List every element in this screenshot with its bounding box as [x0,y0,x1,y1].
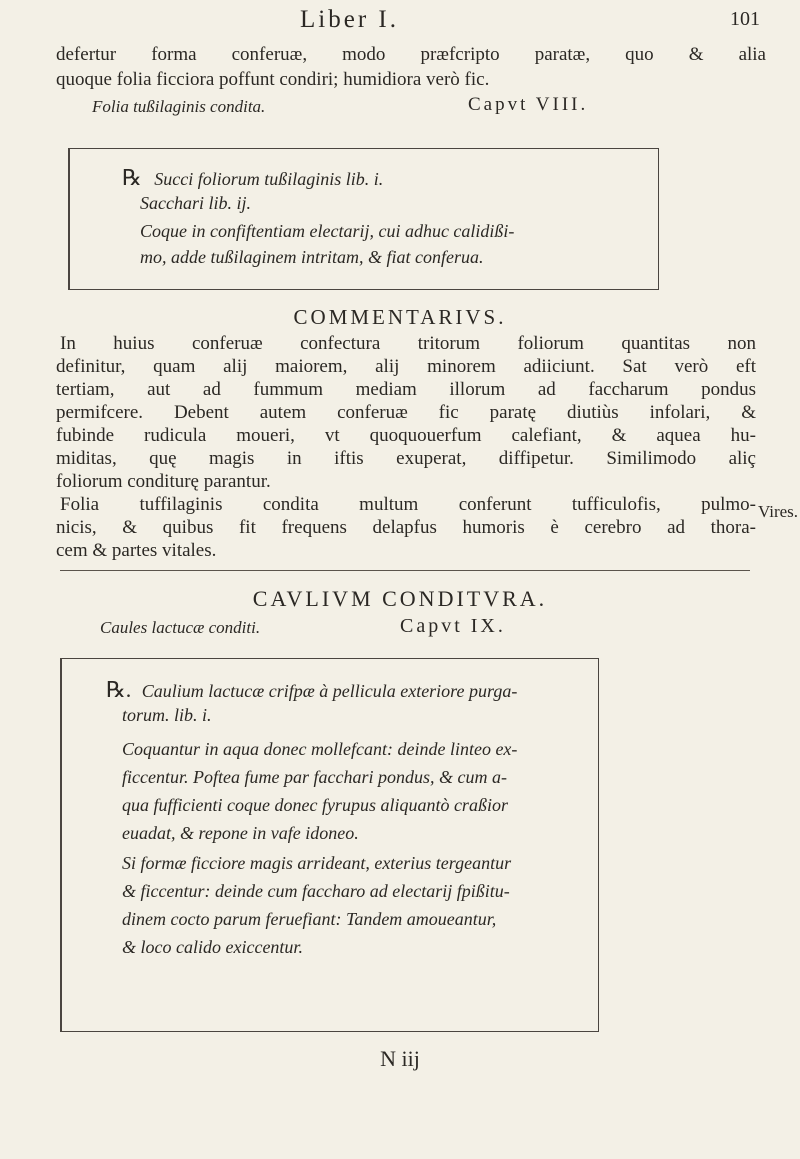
recipe-1-line-2: Sacchari lib. ij. [140,193,251,213]
section-2-subtitle: Caules lactucæ conditi. [100,618,261,637]
recipe-2-symbol: ℞. [106,677,132,702]
recipe-2-line-3: Coquantur in aqua donec mollefcant: deinde linteo ex- [122,739,518,759]
recipe-2-line-7: Si formæ ficciore magis arrideant, exterius tergeantur [122,853,512,873]
commentary-line-10: cem & partes vitales. [56,540,217,561]
commentary-line-8: Folia tuffilaginis condita multum conferunt tufficulofis, pulmo- [60,494,756,515]
recipe-box-1 [68,148,659,290]
commentary-heading: COMMENTARIVS. [293,305,507,329]
margin-note: Vires. [758,502,799,521]
running-head [0,6,800,36]
section-2-chapter: Capvt IX. [400,615,506,637]
section-rule [60,570,750,571]
commentary-line-5: fubinde rudicula moueri, vt quoquouerfum calefiant, & aquea hu- [56,425,756,446]
recipe-2-line-2: torum. lib. i. [122,705,212,725]
commentary-line-6: miditas, quę magis in iftis exuperat, diffipetur. Similimodo aliç [56,448,756,469]
recipe-1-line-4: mo, adde tußilaginem intritam, & fiat conferua. [140,247,484,267]
recipe-2-line-4: ficcentur. Poftea fume par facchari pondus, & cum a- [122,767,507,787]
recipe-2-line-6: euadat, & repone in vafe idoneo. [122,823,359,843]
intro-line-2: quoque folia ficciora poffunt condiri; humidiora verò fic. [56,69,490,90]
chapter-number: Capvt VIII. [468,94,589,115]
commentary-line-7: foliorum conditurę parantur. [56,471,271,492]
recipe-box-2 [60,658,599,1032]
recipe-2-line-10: & loco calido exiccentur. [122,937,303,957]
commentary-line-2: definitur, quam alij maiorem, alij minorem adiiciunt. Sat verò eft [56,356,756,377]
recipe-1-text-1: Succi foliorum tußilaginis lib. i. [154,169,384,189]
recipe-2-line-1 [106,677,517,703]
commentary-line-3: tertiam, aut ad fummum mediam illorum ad faccharum pondus [56,379,756,400]
intro-line-1: defertur forma conferuæ, modo præfcripto paratæ, quo & alia [56,44,766,65]
commentary-line-9: nicis, & quibus fit frequens delapfus humoris è cerebro ad thora- [56,517,756,538]
recipe-1-line-1 [122,165,383,191]
page-number: 101 [730,8,760,30]
recipe-2-line-5: qua fufficienti coque donec fyrupus aliquantò craßior [122,795,508,815]
recipe-1-line-3: Coque in confiftentiam electarij, cui adhuc calidißi- [140,221,515,241]
recipe-2-text-1: Caulium lactucæ crifpæ à pellicula exteriore purga- [141,681,518,701]
section-2-heading: CAVLIVM CONDITVRA. [252,586,548,611]
commentary-line-1: In huius conferuæ confectura tritorum foliorum quantitas non [60,333,756,354]
running-title: Liber I. [300,6,399,33]
chapter-subtitle: Folia tußilaginis condita. [92,97,266,116]
signature-mark: N iij [380,1046,420,1071]
recipe-symbol: ℞ [122,165,142,190]
commentary-line-4: permifcere. Debent autem conferuæ fic paratę diutiùs infolari, & [56,402,756,423]
recipe-2-line-9: dinem cocto parum feruefiant: Tandem amoueantur, [122,909,497,929]
recipe-2-line-8: & ficcentur: deinde cum faccharo ad electarij fpißitu- [122,881,510,901]
